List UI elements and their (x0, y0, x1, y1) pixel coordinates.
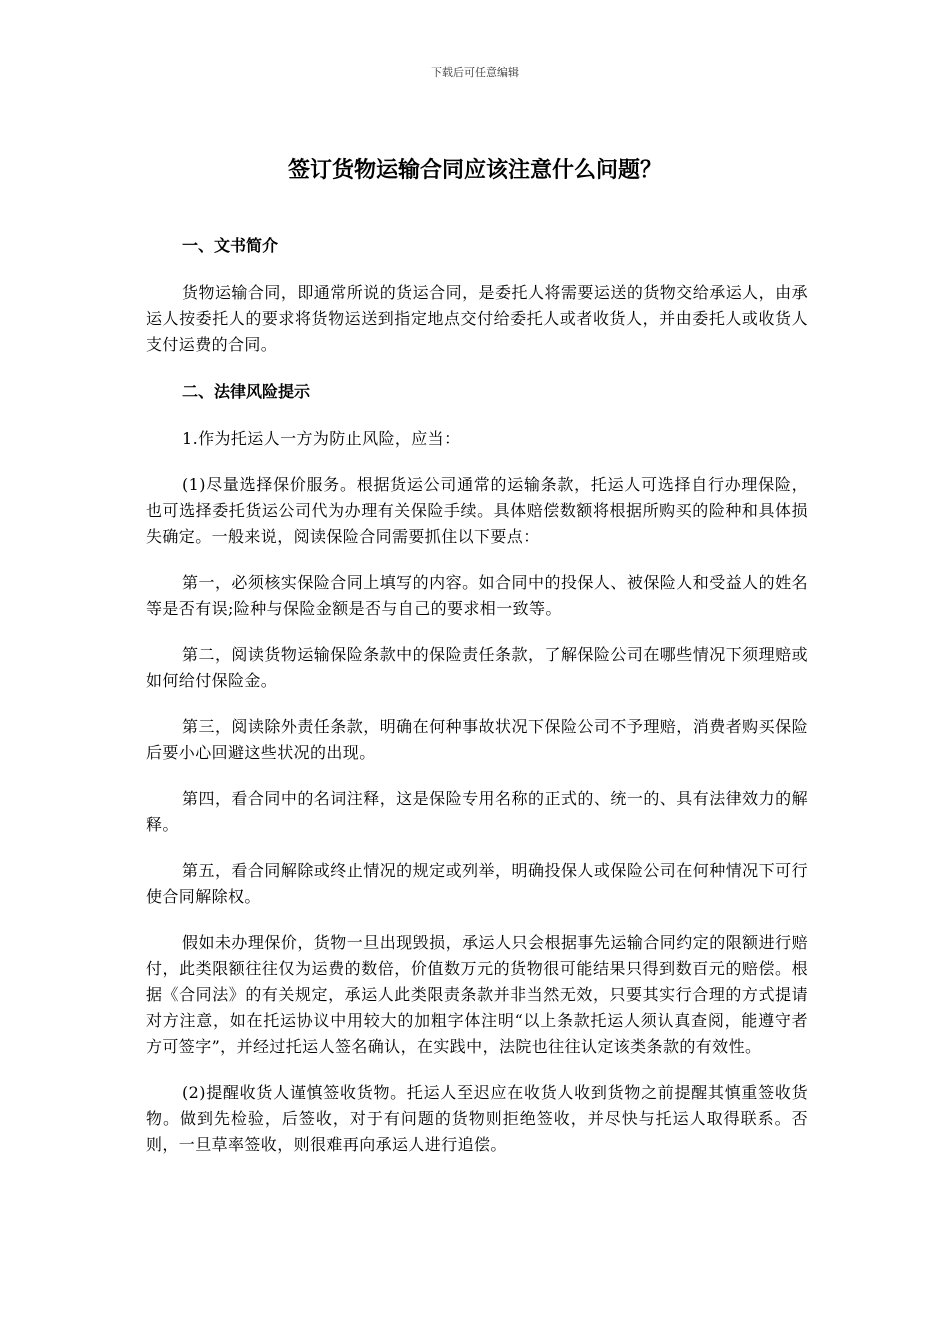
paragraph-intro: 货物运输合同，即通常所说的货运合同，是委托人将需要运送的货物交给承运人，由承运人按委托人的要求将货物运送到指定地点交付给委托人或者收货人，并由委托人或收货人支付运费的合同。 (146, 283, 808, 354)
page-header-note: 下载后可任意编辑 (431, 66, 519, 79)
section-heading-intro: 一、文书简介 (182, 236, 279, 255)
paragraph-no-insurance: 假如未办理保价，货物一旦出现毁损，承运人只会根据事先运输合同约定的限额进行赔付，此类限额往往仅为运费的数倍，价值数万元的货物很可能结果只得到数百元的赔偿。根据《合同法》的有关规定，承运人此类限责条款并非当然无效，只要其实行合理的方式提请对方注意，如在托运协议中用较大的加粗字体注明“以上条款托运人须认真查阅，能遵守者方可签字”，并经过托运人签名确认，在实践中，法院也往往认定该类条款的有效性。 (146, 933, 808, 1056)
paragraph-point-second: 第二，阅读货物运输保险条款中的保险责任条款，了解保险公司在哪些情况下须理赔或如何给付保险金。 (146, 645, 808, 690)
paragraph-receiver-caution: (2)提醒收货人谨慎签收货物。托运人至迟应在收货人收到货物之前提醒其慎重签收货物。做到先检验，后签收，对于有问题的货物则拒绝签收，并尽快与托运人取得联系。否则，一旦草率签收，则很难再向承运人进行追偿。 (146, 1083, 808, 1154)
section-heading-legal-risk: 二、法律风险提示 (182, 382, 311, 401)
paragraph-point-fourth: 第四，看合同中的名词注释，这是保险专用名称的正式的、统一的、具有法律效力的解释。 (146, 789, 808, 834)
document-body (146, 232, 808, 1158)
paragraph-insured-service: (1)尽量选择保价服务。根据货运公司通常的运输条款，托运人可选择自行办理保险，也可选择委托货运公司代为办理有关保险手续。具体赔偿数额将根据所购买的险种和具体损失确定。一般来说，阅读保险合同需要抓住以下要点： (146, 475, 808, 546)
document-title: 签订货物运输合同应该注意什么问题？ (287, 158, 662, 183)
paragraph-shipper-intro: 1.作为托运人一方为防止风险，应当： (182, 429, 461, 448)
paragraph-point-first: 第一，必须核实保险合同上填写的内容。如合同中的投保人、被保险人和受益人的姓名等是否有误;险种与保险金额是否与自己的要求相一致等。 (146, 573, 808, 618)
paragraph-point-third: 第三，阅读除外责任条款，明确在何种事故状况下保险公司不予理赔，消费者购买保险后要小心回避这些状况的出现。 (146, 717, 808, 762)
paragraph-point-fifth: 第五，看合同解除或终止情况的规定或列举，明确投保人或保险公司在何种情况下可行使合同解除权。 (146, 861, 808, 906)
